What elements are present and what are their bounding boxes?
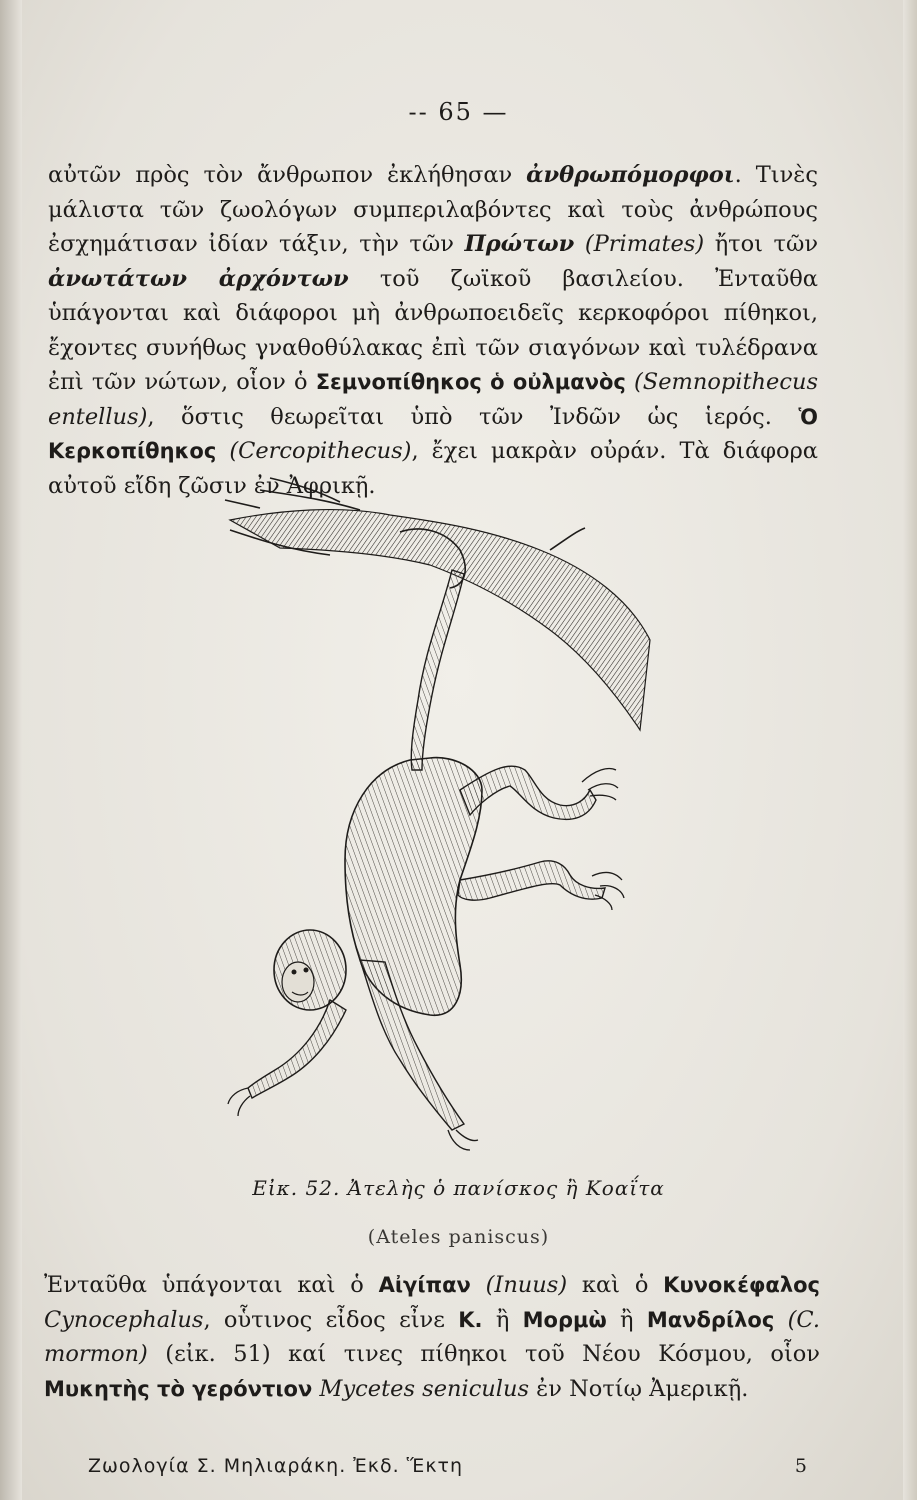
footer-book-title: Ζωολογία Σ. Μηλιαράκη. Ἐκδ. Ἕκτη [88, 1455, 463, 1477]
text-run: Κυνοκέφαλος [663, 1273, 820, 1297]
text-run: (Cercopithecus) [216, 438, 412, 464]
left-leg [458, 861, 605, 900]
text-run: (Semnopithecus entellus) [48, 369, 818, 430]
page-edge [903, 0, 917, 1500]
text-run: (Primates) [574, 231, 705, 257]
text-run: Μανδρίλος [646, 1307, 775, 1332]
spider-monkey-figure [220, 470, 690, 1160]
text-run: , ἔχει μακρὰν οὐράν. Τὰ διάφορα αὐτοῦ εἴδη ζῶσιν ἐν Ἀφρικῇ. [48, 438, 818, 499]
text-run: Αἰγίπαν [378, 1273, 471, 1297]
footer-signature-mark: 5 [794, 1455, 808, 1477]
paragraph-other-monkeys [44, 1268, 820, 1406]
text-run: ἀνωτάτων ἀρχόντων [48, 265, 349, 292]
monkey-illustration [220, 470, 690, 1160]
text-run: (Inuus) [470, 1272, 568, 1298]
text-run: Ἐνταῦθα ὑπάγονται καὶ ὁ [44, 1272, 379, 1298]
paragraph-text [48, 158, 818, 503]
paragraph-primates [48, 158, 818, 503]
tree-branch [225, 478, 650, 730]
text-run: (C. mormon) [44, 1306, 820, 1367]
text-run: ἀνθρωπόμορφοι [526, 162, 735, 188]
text-run: ἐν Νοτίῳ Ἀμερικῇ. [529, 1375, 749, 1402]
text-run: Μυκητὴς τὸ γερόντιον [44, 1376, 313, 1401]
text-run: Μορμὼ [522, 1307, 607, 1332]
monkey-head [274, 930, 346, 1010]
text-run: Σεμνοπίθηκος ὁ οὐλμανὸς [315, 370, 626, 394]
page-footer [88, 1455, 808, 1485]
text-run: , οὗτινος εἶδος εἶνε [203, 1306, 459, 1333]
text-run: Cynocephalus [44, 1306, 204, 1333]
figure-caption-latin: (Ateles paniscus) [367, 1226, 550, 1248]
text-run: , ὅστις θεωρεῖται ὑπὸ τῶν Ἰνδῶν ὡς ἱερός. [147, 403, 799, 430]
text-run: (εἰκ. 51) καί τινες πίθηκοι τοῦ Νέου Κόσμου, οἷον [147, 1341, 820, 1367]
text-run: αὐτῶν πρὸς τὸν ἄνθρωπον ἐκλήθησαν [48, 162, 527, 188]
text-run: . Τινὲς μάλιστα τῶν ζωολόγων συμπεριλαβόντες καὶ τοὺς ἀνθρώπους ἐσχημάτισαν ἰδίαν τάξιν, τὴν τῶν [48, 162, 818, 257]
text-run: Πρώτων [464, 231, 575, 257]
text-run: Mycetes seniculus [312, 1375, 530, 1402]
tail [411, 570, 464, 770]
figure-caption: Εἰκ. 52. Ἀτελὴς ὁ πανίσκος ἢ Κοαΐτα [252, 1176, 665, 1200]
page-number: -- 65 — [408, 98, 509, 126]
text-run: ἤτοι τῶν [704, 231, 819, 257]
text-run: Ὁ Κερκοπίθηκος [48, 404, 818, 463]
paragraph-text [44, 1268, 820, 1406]
text-run: ἢ [606, 1306, 647, 1333]
text-run: ἢ [482, 1306, 523, 1333]
text-run: καὶ ὁ [567, 1272, 664, 1298]
text-run: τοῦ ζωϊκοῦ βασιλείου. Ἐνταῦθα ὑπάγονται καὶ διάφοροι μὴ ἀνθρωποειδεῖς κερκοφόροι πίθηκοι, ἔχοντες συνήθως γναθοθύλακας ἐπὶ τῶν σιαγόνων καὶ τυλέδρανα ἐπὶ τῶν νώτων, οἷον ὁ [48, 265, 818, 395]
left-arm [248, 1000, 346, 1098]
text-run: Κ. [458, 1307, 483, 1332]
binding-shadow [0, 0, 22, 1500]
